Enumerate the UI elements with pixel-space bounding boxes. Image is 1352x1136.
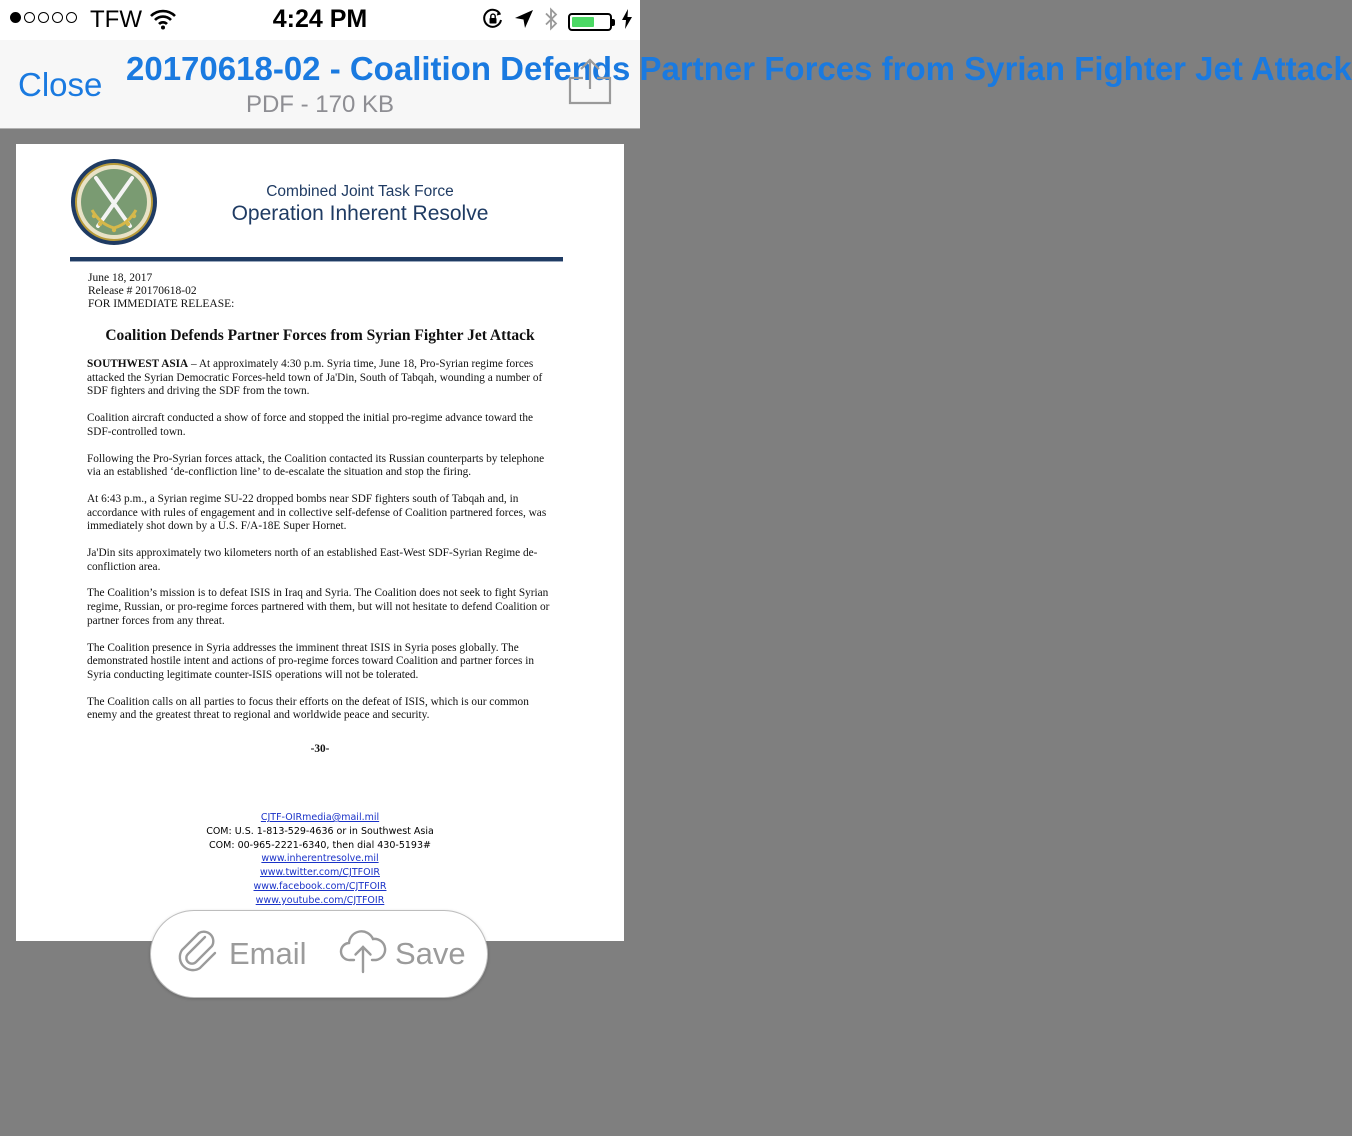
pdf-page[interactable]: [16, 144, 624, 941]
body-paragraph: Ja'Din sits approximately two kilometers north of an established East-West SDF-Syrian Regime de-confliction area.: [87, 547, 538, 573]
release-note: FOR IMMEDIATE RELEASE:: [88, 298, 235, 310]
body-paragraph: At 6:43 p.m., a Syrian regime SU-22 dropped bombs near SDF fighters south of Tabqah and, in accordance with rules of engagement and in collective self-defense of Coalition partnered forces, was immediately shot down by a U.S. F/A-18E Super Hornet.: [87, 492, 547, 533]
paperclip-icon: [175, 925, 221, 983]
phone-southwest-asia: COM: 00-965-2221-6340, then dial 430-5193#: [209, 839, 431, 851]
battery-level-fill: [572, 17, 594, 27]
save-button[interactable]: [339, 911, 466, 997]
body-paragraph-text: – At approximately 4:30 p.m. Syria time, June 18, Pro-Syrian regime forces attacked the Syrian Democratic Forces-held town of Ja'Din, South of Tabqah, wounding a number of SDF fighters and driving the SDF from the town.: [87, 358, 543, 398]
release-number: Release # 20170618-02: [88, 285, 197, 297]
twitter-link[interactable]: www.twitter.com/CJTFOIR: [259, 867, 380, 879]
website-link[interactable]: www.inherentresolve.mil: [261, 853, 379, 865]
cloud-upload-icon: [339, 925, 387, 983]
share-icon[interactable]: [566, 58, 614, 111]
body-paragraph: Coalition aircraft conducted a show of force and stopped the initial pro-regime advance toward the SDF-controlled town.: [87, 412, 534, 438]
press-release-headline: Coalition Defends Partner Forces from Syrian Fighter Jet Attack: [105, 327, 535, 344]
save-label: Save: [395, 936, 466, 971]
body-paragraph: [87, 358, 553, 399]
document-actions-pill: [150, 910, 488, 998]
facebook-link[interactable]: www.facebook.com/CJTFOIR: [253, 880, 387, 892]
email-button[interactable]: [175, 911, 307, 997]
header-divider: [70, 257, 563, 262]
email-label: Email: [229, 936, 307, 971]
document-title: 20170618-02 - Coalition Defends Partner Forces from Syrian Fighter Jet Attack: [126, 50, 1352, 87]
release-meta: [88, 272, 234, 311]
youtube-link[interactable]: www.youtube.com/CJTFOIR: [255, 894, 385, 906]
body-paragraph: The Coalition calls on all parties to focus their efforts on the defeat of ISIS, which is our common enemy and the greatest threat to regional and worldwide peace and security.: [87, 695, 529, 722]
phone-us: COM: U.S. 1-813-529-4636 or in Southwest Asia: [206, 825, 434, 837]
header-line-1: Combined Joint Task Force: [266, 183, 454, 200]
bluetooth-icon: [544, 7, 558, 36]
carrier-name: TFW: [90, 6, 142, 33]
battery-icon: [568, 13, 612, 31]
location-arrow-icon: [514, 9, 534, 34]
body-paragraph: The Coalition presence in Syria addresses the imminent threat ISIS in Syria poses globally. The demonstrated hostile intent and actions of pro-regime forces toward Coalition and partner forces in Syria conducting legitimate counter-ISIS operations will not be tolerated.: [87, 641, 535, 681]
status-icons: [482, 7, 632, 36]
press-release-body: [87, 358, 553, 757]
end-mark: -30-: [310, 743, 330, 756]
orientation-lock-icon: [482, 8, 504, 35]
body-paragraph: The Coalition’s mission is to defeat ISIS in Iraq and Syria. The Coalition does not seek to fight Syrian regime, Russian, or pro-regime forces partnered with them, but will not hesitate to defend Coalition or partner forces from any threat.: [87, 587, 550, 627]
dateline: SOUTHWEST ASIA: [87, 358, 189, 370]
media-email-link[interactable]: CJTF-OIRmedia@mail.mil: [260, 812, 380, 823]
close-button[interactable]: Close: [18, 66, 103, 103]
release-date: June 18, 2017: [88, 272, 153, 284]
status-time: 4:24 PM: [272, 5, 368, 33]
navigation-bar: [0, 40, 1352, 129]
charging-bolt-icon: [622, 9, 632, 34]
status-bar: [0, 0, 640, 40]
header-line-2: Operation Inherent Resolve: [231, 202, 489, 225]
contact-footer: [16, 811, 624, 908]
document-subtitle: PDF - 170 KB: [245, 91, 395, 118]
body-paragraph: Following the Pro-Syrian forces attack, the Coalition contacted its Russian counterparts by telephone via an established ‘de-confliction line’ to de-escalate the situation and stop the firing.: [87, 452, 545, 479]
